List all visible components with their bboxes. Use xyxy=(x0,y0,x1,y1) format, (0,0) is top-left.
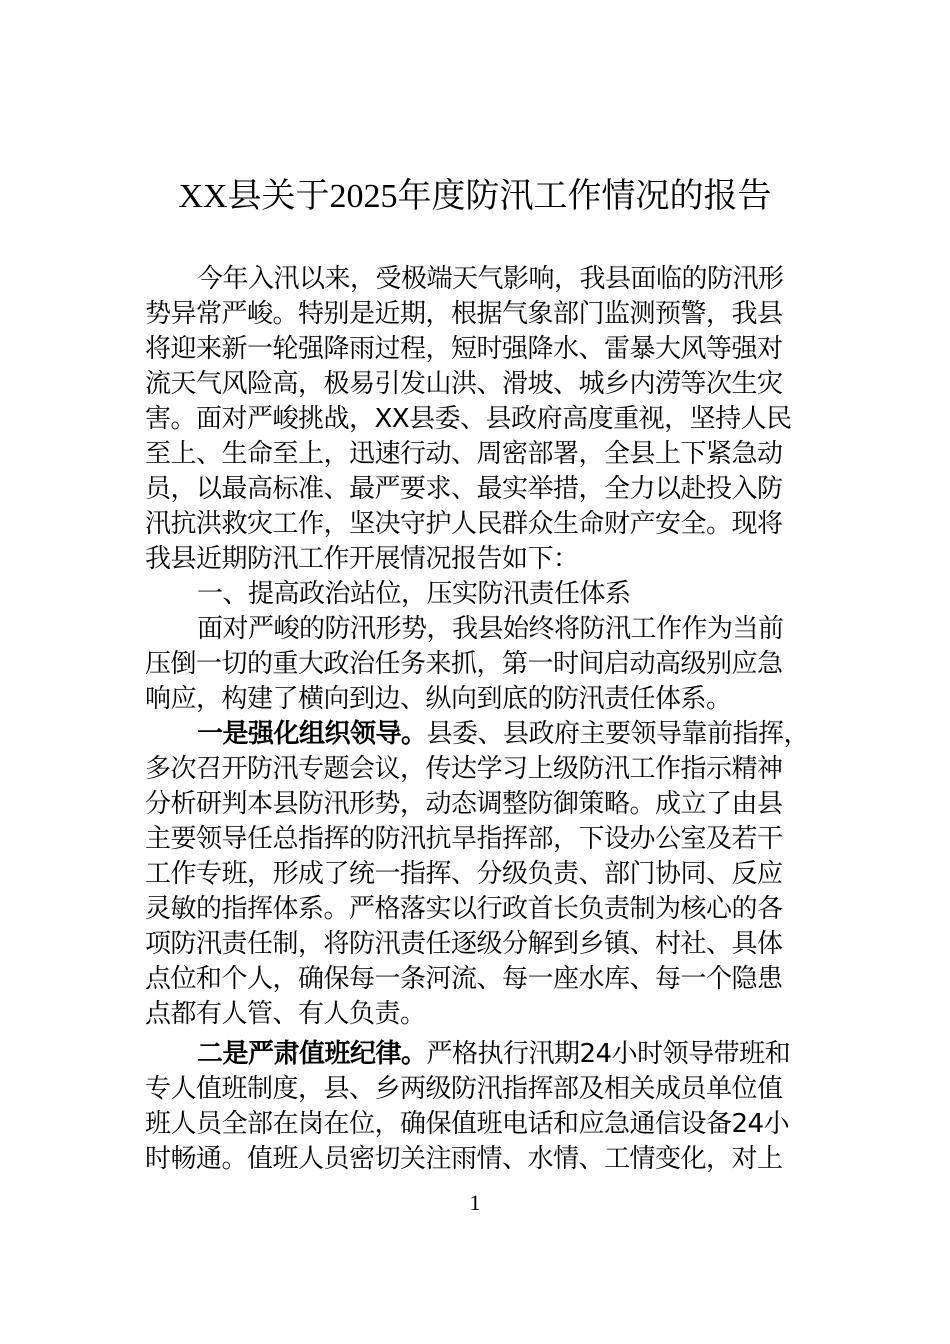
text-line: 灵敏的指挥体系。严格落实以行政首长负责制为核心的各 xyxy=(145,894,783,924)
text-line: 响应，构建了横向到边、纵向到底的防汛责任体系。 xyxy=(145,684,732,714)
page-number: 1 xyxy=(469,1190,481,1215)
text-line: 势异常严峻。特别是近期，根据气象部门监测预警，我县 xyxy=(145,299,783,329)
text-line: 专人值班制度，县、乡两级防汛指挥部及相关成员单位值 xyxy=(145,1074,783,1104)
paragraph-section-intro xyxy=(145,612,805,717)
text-line: 时畅通。值班人员密切关注雨情、水情、工情变化，对上 xyxy=(145,1144,783,1174)
text-line: 面对严峻的防汛形势，我县始终将防汛工作作为当前 xyxy=(197,614,784,644)
paragraph-intro xyxy=(145,262,805,577)
paragraph-organization-leadership xyxy=(145,717,810,1032)
text-line: 分析研判本县防汛形势，动态调整防御策略。成立了由县 xyxy=(145,789,783,819)
text-line-rest: 县委、县政府主要领导靠前指挥， xyxy=(426,719,810,749)
text-line: 多次召开防汛专题会议，传达学习上级防汛工作指示精神 xyxy=(145,754,783,784)
text-line: 我县近期防汛工作开展情况报告如下： xyxy=(145,544,579,574)
text-line: 压倒一切的重大政治任务来抓，第一时间启动高级别应急 xyxy=(145,649,783,679)
document-body xyxy=(145,262,810,1177)
text-line: 汛抗洪救灾工作，坚决守护人民群众生命财产安全。现将 xyxy=(145,509,783,539)
text-line: 害。面对严峻挑战，XX县委、县政府高度重视，坚持人民 xyxy=(145,404,792,434)
text-line: 主要领导任总指挥的防汛抗旱指挥部，下设办公室及若干 xyxy=(145,824,783,854)
section-heading xyxy=(145,577,805,612)
section-heading-text: 一、提高政治站位，压实防汛责任体系 xyxy=(197,579,631,609)
paragraph-lead: 二是严肃值班纪律。 xyxy=(197,1039,427,1069)
text-line: 项防汛责任制，将防汛责任逐级分解到乡镇、村社、具体 xyxy=(145,929,783,959)
paragraph-lead: 一是强化组织领导。 xyxy=(197,719,427,749)
text-line: 工作专班，形成了统一指挥、分级负责、部门协同、反应 xyxy=(145,859,783,889)
text-line: 班人员全部在岗在位，确保值班电话和应急通信设备24小 xyxy=(145,1109,790,1139)
text-line: 至上、生命至上，迅速行动、周密部署，全县上下紧急动 xyxy=(145,439,783,469)
text-line: 点都有人管、有人负责。 xyxy=(145,999,426,1029)
document-title: XX县关于2025年度防汛工作情况的报告 xyxy=(178,178,772,215)
text-line xyxy=(145,717,810,752)
paragraph-duty-discipline xyxy=(145,1037,805,1177)
text-line-rest: 严格执行汛期24小时领导带班和 xyxy=(426,1039,791,1069)
text-line: 点位和个人，确保每一条河流、每一座水库、每一个隐患 xyxy=(145,964,783,994)
text-line xyxy=(145,1037,805,1072)
text-line: 流天气风险高，极易引发山洪、滑坡、城乡内涝等次生灾 xyxy=(145,369,783,399)
text-line: 将迎来新一轮强降雨过程，短时强降水、雷暴大风等强对 xyxy=(145,334,783,364)
text-line: 员，以最高标准、最严要求、最实举措，全力以赴投入防 xyxy=(145,474,783,504)
text-line: 今年入汛以来，受极端天气影响，我县面临的防汛形 xyxy=(197,264,784,294)
